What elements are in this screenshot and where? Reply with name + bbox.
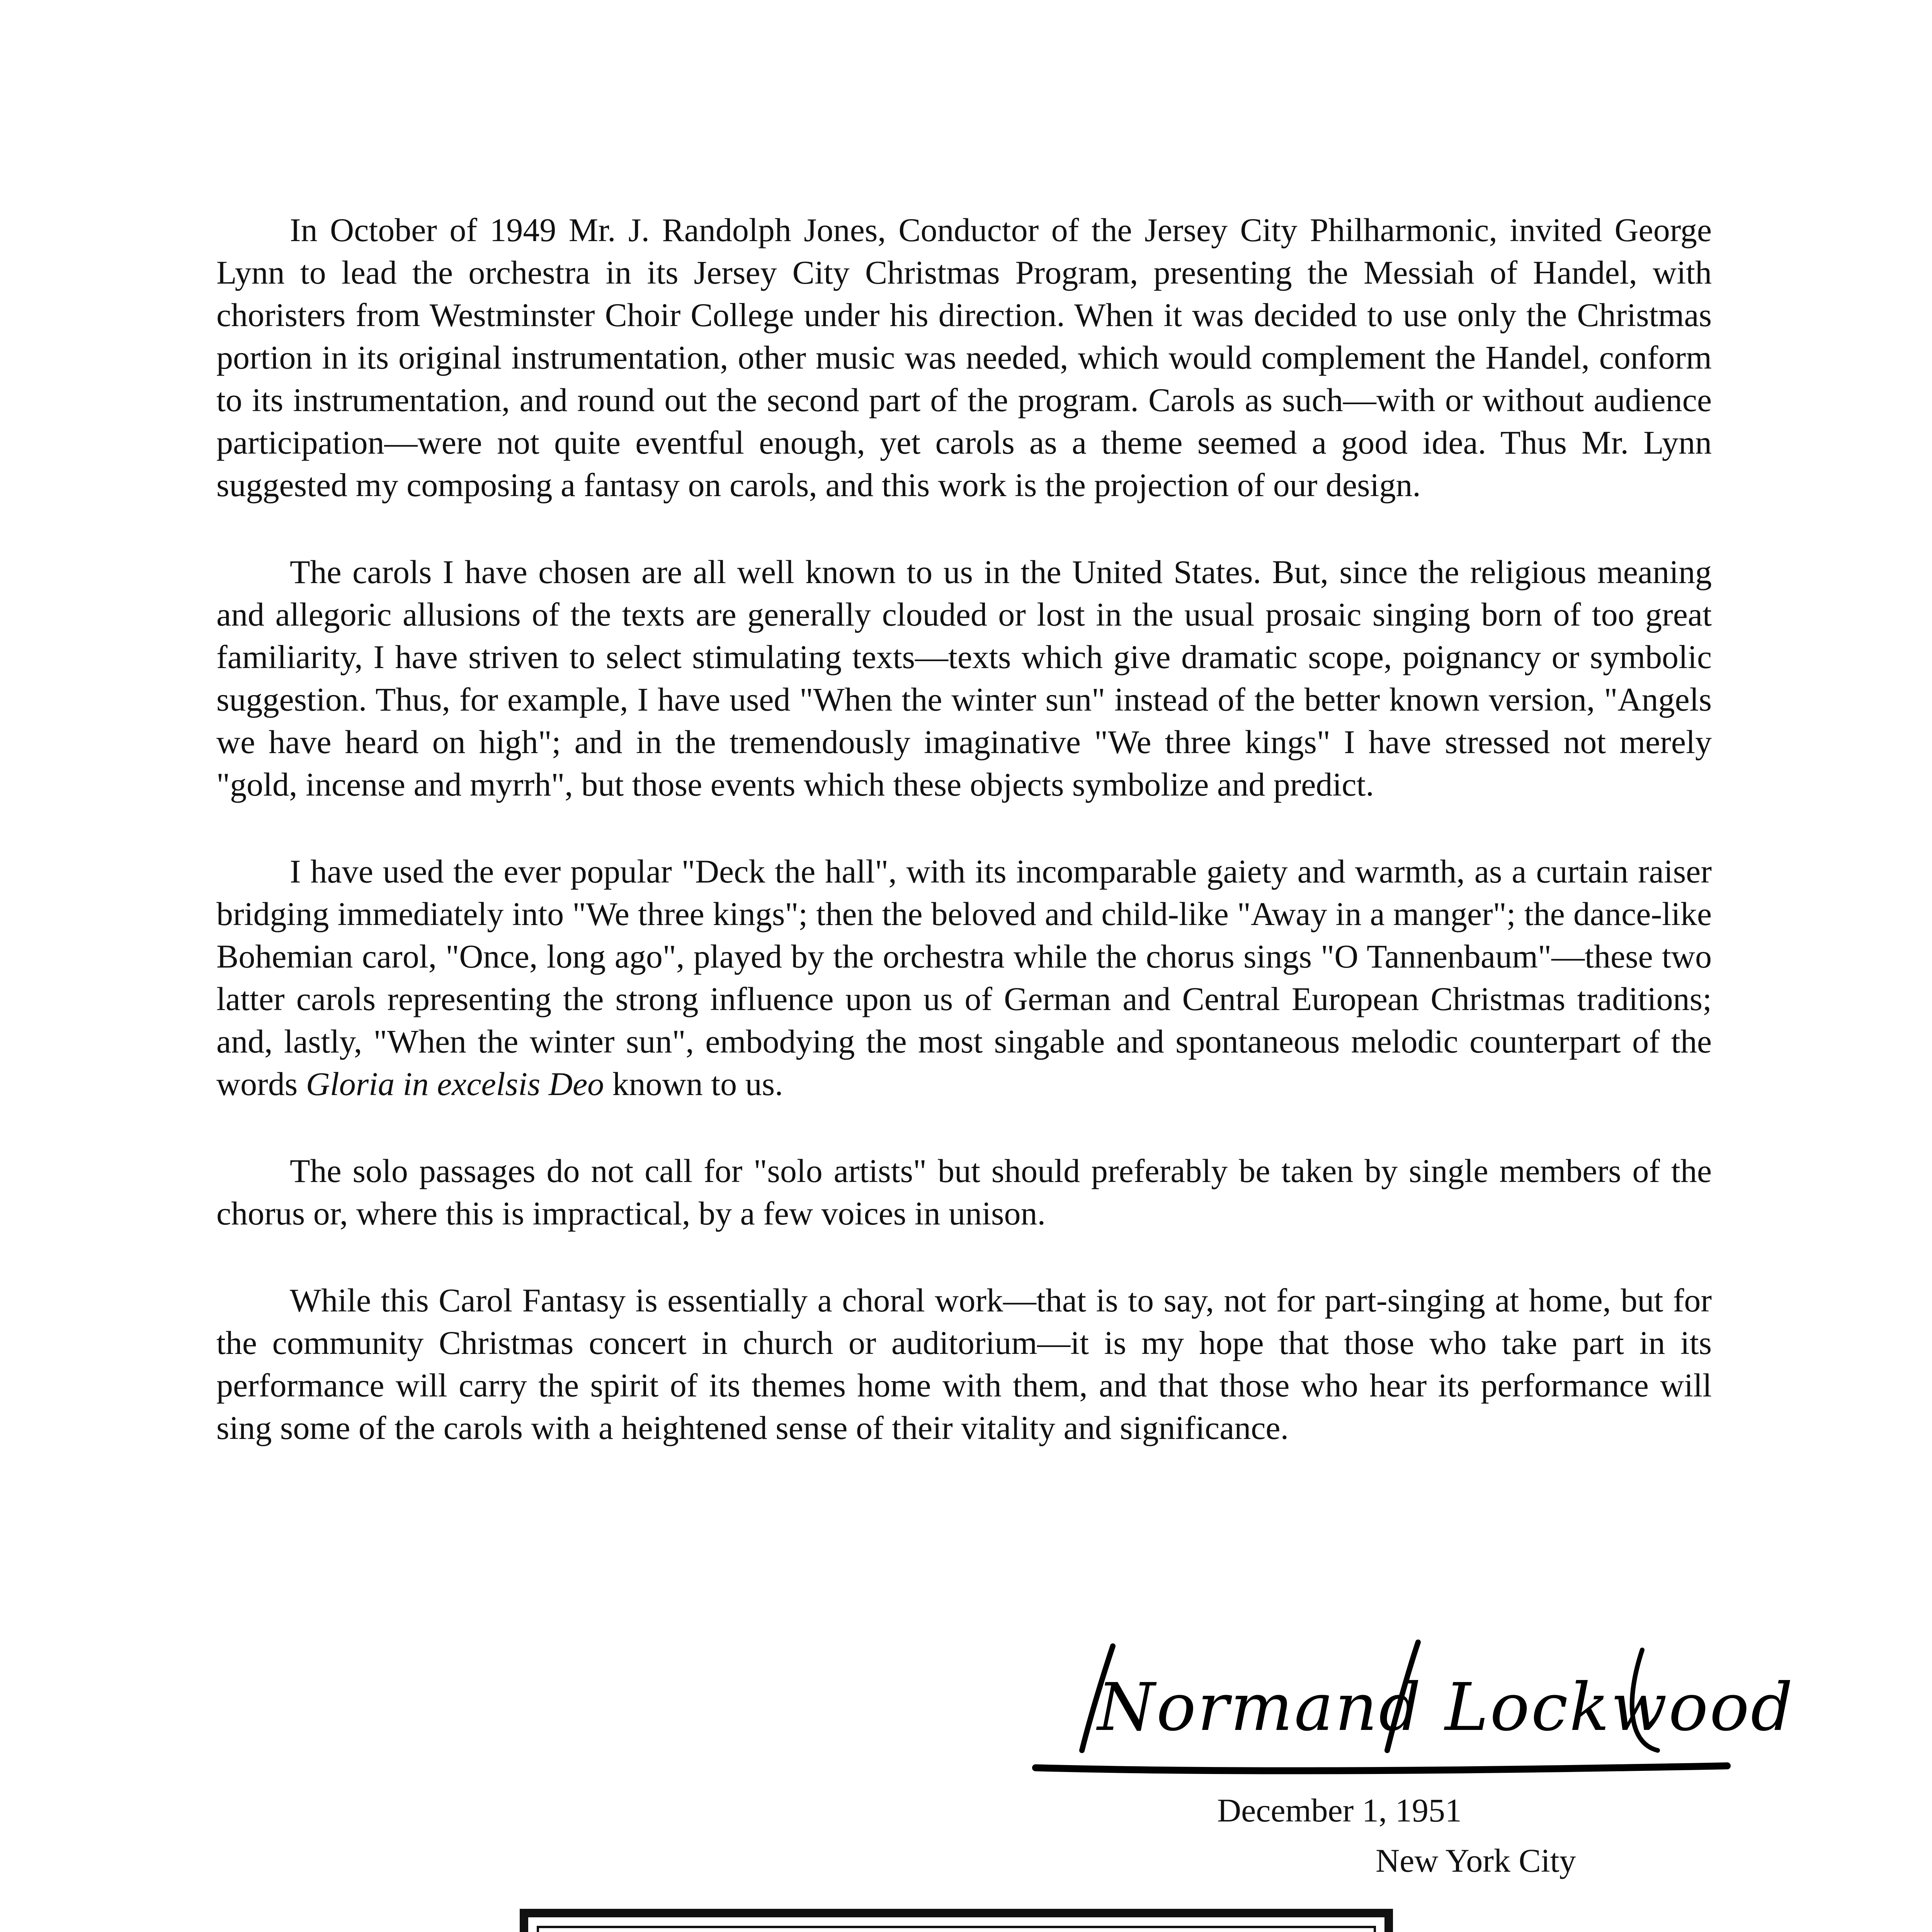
- signature-name: Normand Lockwood: [1097, 1669, 1794, 1746]
- latin-phrase: Gloria in excelsis Deo: [306, 1065, 604, 1102]
- signature-date: December 1, 1951: [1217, 1792, 1462, 1829]
- preface-paragraph-5: [216, 1279, 1712, 1449]
- preface-text: [216, 209, 1712, 1449]
- paragraph-text: The solo passages do not call for "solo artists" but should preferably be taken by single members of the chorus or, where this is impractical, by a few voices in unison.: [216, 1152, 1712, 1232]
- preface-paragraph-2: [216, 551, 1712, 806]
- instrumentation-inner-border: [537, 1926, 1376, 1932]
- signature-place: New York City: [1376, 1842, 1576, 1879]
- paragraph-text: I have used the ever popular "Deck the hall", with its incomparable gaiety and warmth, as a curtain raiser bridging immediately into "We three kings"; then the beloved and child-like "Away in a manger"; the dance-like Bohemian carol, "Once, long ago", played by the orchestra while the chorus sings "O Tannenbaum"—these two latter carols representing the strong influence upon us of German and Central European Christmas traditions; and, lastly, "When the winter sun", embodying the most singable and spontaneous melodic counterpart of the words: [216, 853, 1712, 1102]
- preface-paragraph-3: [216, 850, 1712, 1105]
- paragraph-text: The carols I have chosen are all well known to us in the United States. But, since the religious meaning and allegoric allusions of the texts are generally clouded or lost in the usual prosaic singing born of too great familiarity, I have striven to select stimulating texts—texts which give dramatic scope, poignancy or symbolic suggestion. Thus, for example, I have used "When the winter sun" instead of the better known version, "Angels we have heard on high"; and in the tremendously imaginative "We three kings" I have stressed not merely "gold, incense and myrrh", but those events which these objects symbolize and predict.: [216, 553, 1712, 803]
- instrumentation-box: [520, 1909, 1393, 1932]
- paragraph-text: While this Carol Fantasy is essentially a choral work—that is to say, not for part-singing at home, but for the community Christmas concert in church or auditorium—it is my hope that those who take part in its performance will carry the spirit of its themes home with them, and that those who hear its performance will sing some of the carols with a heightened sense of their vitality and significance.: [216, 1282, 1712, 1446]
- handwritten-signature: [1024, 1634, 1794, 1781]
- paragraph-text-tail: known to us.: [604, 1065, 783, 1102]
- preface-paragraph-1: [216, 209, 1712, 506]
- preface-paragraph-4: [216, 1150, 1712, 1235]
- paragraph-text: In October of 1949 Mr. J. Randolph Jones, Conductor of the Jersey City Philharmonic, invited George Lynn to lead the orchestra in its Jersey City Christmas Program, presenting the Messiah of Handel, with choristers from Westminster Choir College under his direction. When it was decided to use only the Christmas portion in its original instrumentation, other music was needed, which would complement the Handel, conform to its instrumentation, and round out the second part of the program. Carols as such—with or without audience participation—were not quite eventful enough, yet carols as a theme seemed a good idea. Thus Mr. Lynn suggested my composing a fantasy on carols, and this work is the projection of our design.: [216, 211, 1712, 503]
